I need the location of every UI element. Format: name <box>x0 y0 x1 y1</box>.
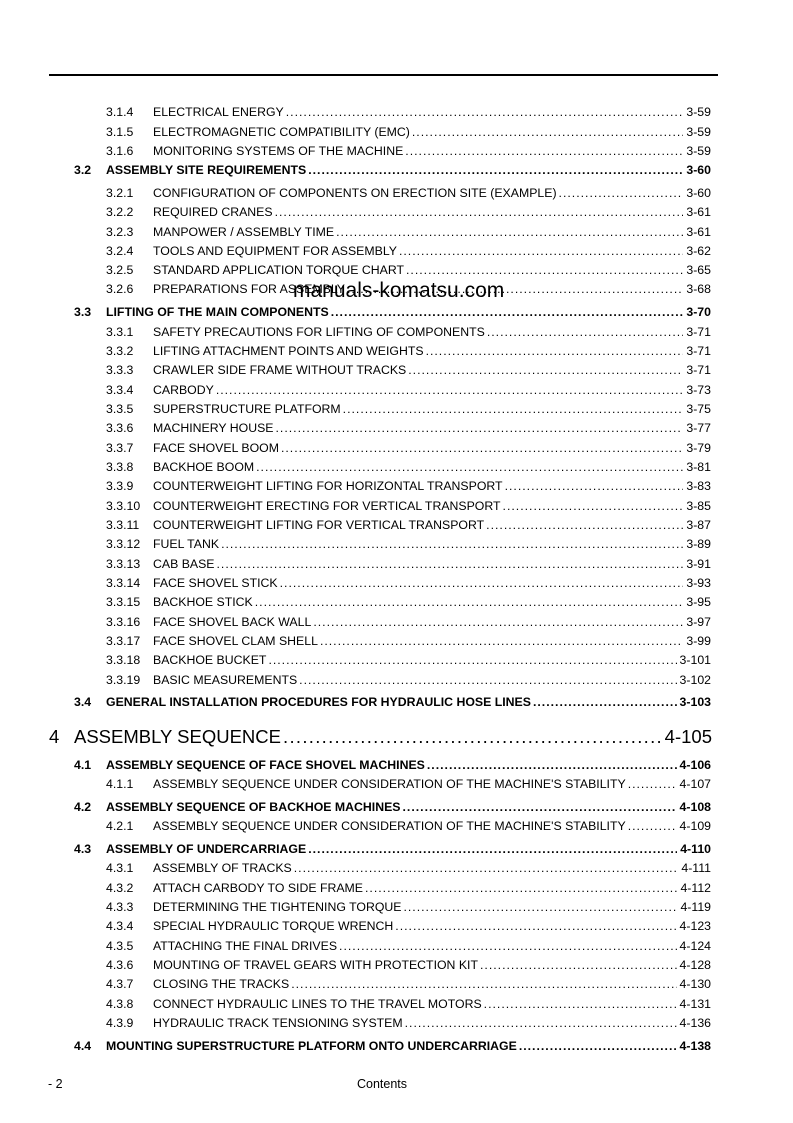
toc-dot-leader <box>395 918 676 934</box>
toc-dot-leader <box>276 420 684 436</box>
toc-dot-leader <box>291 976 676 992</box>
toc-subsection-row[interactable] <box>106 633 711 649</box>
toc-entry-number: 3.1.4 <box>106 105 134 119</box>
toc-entry-page: 4-111 <box>681 861 711 875</box>
toc-entry-line <box>153 343 711 359</box>
toc-entry-number: 3.3.4 <box>106 383 134 397</box>
toc-entry-number: 3.3.15 <box>106 595 141 609</box>
toc-dot-leader <box>505 478 684 494</box>
toc-subsection-row[interactable] <box>106 818 711 834</box>
toc-subsection-row[interactable] <box>106 204 711 220</box>
toc-entry-page: 4-107 <box>679 777 711 791</box>
footer-section-title: Contents <box>357 1077 408 1091</box>
toc-dot-leader <box>484 996 677 1012</box>
toc-entry-number: 3.2 <box>74 163 92 177</box>
toc-entry-page: 3-103 <box>679 695 711 709</box>
toc-entry-page: 3-75 <box>686 402 711 416</box>
toc-section-row[interactable] <box>74 1038 711 1054</box>
toc-entry-number: 3.2.6 <box>106 282 134 296</box>
toc-entry-title: REQUIRED CRANES <box>153 205 273 219</box>
toc-entry-line <box>153 899 711 915</box>
toc-subsection-row[interactable] <box>106 1015 711 1031</box>
toc-subsection-row[interactable] <box>106 401 711 417</box>
toc-entry-number: 3.2.4 <box>106 244 134 258</box>
toc-entry-number: 4.3.7 <box>106 977 134 991</box>
toc-entry-number: 3.3.6 <box>106 421 134 435</box>
toc-entry-page: 3-93 <box>686 576 711 590</box>
toc-entry-title: ELECTROMAGNETIC COMPATIBILITY (EMC) <box>153 125 410 139</box>
toc-dot-leader <box>533 694 677 710</box>
toc-entry-page: 4-105 <box>664 726 712 747</box>
watermark-text: manuals-komatsu.com <box>293 279 505 302</box>
toc-entry-number: 3.1.5 <box>106 125 134 139</box>
toc-entry-title: TOOLS AND EQUIPMENT FOR ASSEMBLY <box>153 244 397 258</box>
toc-entry-number: 3.3.12 <box>106 537 141 551</box>
toc-subsection-row[interactable] <box>106 243 711 259</box>
toc-entry-number: 3.2.2 <box>106 205 134 219</box>
toc-dot-leader <box>405 1015 677 1031</box>
toc-entry-title: SUPERSTRUCTURE PLATFORM <box>153 402 341 416</box>
toc-entry-page: 3-60 <box>686 186 711 200</box>
toc-dot-leader <box>628 776 677 792</box>
toc-entry-title: CLOSING THE TRACKS <box>153 977 290 991</box>
toc-dot-leader <box>628 818 677 834</box>
toc-entry-number: 4.3.8 <box>106 997 134 1011</box>
toc-dot-leader <box>405 143 683 159</box>
toc-dot-leader <box>486 517 683 533</box>
toc-entry-title: FACE SHOVEL CLAM SHELL <box>153 634 318 648</box>
toc-entry-title: BACKHOE BUCKET <box>153 653 267 667</box>
toc-entry-line <box>106 757 711 773</box>
toc-entry-line <box>106 799 711 815</box>
toc-dot-leader <box>339 938 677 954</box>
toc-entry-number: 3.3.18 <box>106 653 141 667</box>
toc-entry-line <box>153 633 711 649</box>
toc-entry-line <box>106 694 711 710</box>
toc-entry-page: 3-95 <box>686 595 711 609</box>
toc-subsection-row[interactable] <box>106 362 711 378</box>
toc-entry-number: 4.3.4 <box>106 919 134 933</box>
toc-entry-page: 3-71 <box>686 325 711 339</box>
toc-entry-title: ASSEMBLY SEQUENCE UNDER CONSIDERATION OF THE MACHINE'S STABILITY <box>153 819 626 833</box>
toc-entry-title: HYDRAULIC TRACK TENSIONING SYSTEM <box>153 1016 403 1030</box>
toc-dot-leader <box>503 498 684 514</box>
toc-dot-leader <box>426 343 684 359</box>
toc-entry-page: 4-119 <box>680 900 711 914</box>
toc-subsection-row[interactable] <box>106 880 711 896</box>
toc-entry-line <box>153 652 711 668</box>
toc-subsection-row[interactable] <box>106 918 711 934</box>
toc-entry-line <box>153 204 711 220</box>
toc-subsection-row[interactable] <box>106 517 711 533</box>
toc-subsection-row[interactable] <box>106 594 711 610</box>
toc-entry-page: 3-62 <box>686 244 711 258</box>
toc-entry-page: 4-136 <box>679 1016 711 1030</box>
toc-subsection-row[interactable] <box>106 324 711 340</box>
toc-entry-line <box>106 304 711 320</box>
toc-entry-line <box>153 818 711 834</box>
toc-entry-line <box>153 143 711 159</box>
toc-entry-page: 4-106 <box>679 758 711 772</box>
toc-entry-page: 3-81 <box>686 460 711 474</box>
toc-entry-page: 4-124 <box>679 939 711 953</box>
toc-dot-leader <box>313 614 683 630</box>
toc-dot-leader <box>286 104 684 120</box>
toc-entry-line <box>153 362 711 378</box>
toc-dot-leader <box>281 440 683 456</box>
toc-dot-leader <box>268 652 676 668</box>
toc-section-row[interactable] <box>74 757 711 773</box>
toc-entry-line <box>153 382 711 398</box>
toc-dot-leader <box>217 556 684 572</box>
toc-entry-number: 4.3.3 <box>106 900 134 914</box>
toc-entry-line <box>106 841 711 857</box>
toc-entry-page: 3-87 <box>686 518 711 532</box>
toc-entry-number: 3.2.1 <box>106 186 134 200</box>
toc-subsection-row[interactable] <box>106 224 711 240</box>
toc-subsection-row[interactable] <box>106 343 711 359</box>
toc-entry-title: CONNECT HYDRAULIC LINES TO THE TRAVEL MOTORS <box>153 997 482 1011</box>
toc-entry-title: FUEL TANK <box>153 537 220 551</box>
toc-entry-line <box>153 918 711 934</box>
toc-subsection-row[interactable] <box>106 976 711 992</box>
toc-subsection-row[interactable] <box>106 899 711 915</box>
toc-entry-line <box>153 776 711 792</box>
toc-entry-page: 3-65 <box>686 263 711 277</box>
toc-entry-number: 4.3.2 <box>106 881 134 895</box>
toc-subsection-row[interactable] <box>106 957 711 973</box>
toc-entry-line <box>153 1015 711 1031</box>
toc-subsection-row[interactable] <box>106 536 711 552</box>
toc-dot-leader <box>412 124 683 140</box>
toc-subsection-row[interactable] <box>106 652 711 668</box>
toc-dot-leader <box>280 575 684 591</box>
toc-entry-number: 3.3.13 <box>106 557 141 571</box>
toc-subsection-row[interactable] <box>106 262 711 278</box>
toc-entry-line <box>153 478 711 494</box>
toc-entry-title: COUNTERWEIGHT ERECTING FOR VERTICAL TRANSPORT <box>153 499 501 513</box>
toc-dot-leader <box>320 633 683 649</box>
toc-entry-page: 3-61 <box>686 225 711 239</box>
toc-entry-number: 3.3.1 <box>106 325 134 339</box>
toc-entry-number: 4.2 <box>74 800 92 814</box>
toc-subsection-row[interactable] <box>106 575 711 591</box>
toc-subsection-row[interactable] <box>106 104 711 120</box>
toc-entry-title: LIFTING ATTACHMENT POINTS AND WEIGHTS <box>153 344 424 358</box>
toc-subsection-row[interactable] <box>106 478 711 494</box>
toc-dot-leader <box>399 243 683 259</box>
toc-entry-number: 3.3.8 <box>106 460 134 474</box>
toc-entry-number: 3.3.19 <box>106 673 141 687</box>
toc-entry-title: MONITORING SYSTEMS OF THE MACHINE <box>153 144 404 158</box>
toc-dot-leader <box>275 204 684 220</box>
toc-entry-page: 4-131 <box>679 997 711 1011</box>
toc-entry-number: 3.3.7 <box>106 441 134 455</box>
toc-entry-line <box>153 957 711 973</box>
toc-entry-line <box>153 420 711 436</box>
toc-entry-page: 3-83 <box>686 479 711 493</box>
toc-entry-page: 4-112 <box>680 881 711 895</box>
toc-entry-line <box>153 556 711 572</box>
toc-entry-number: 4.3.9 <box>106 1016 134 1030</box>
toc-entry-title: ASSEMBLY OF UNDERCARRIAGE <box>106 842 307 856</box>
toc-dot-leader <box>256 459 683 475</box>
toc-entry-number: 4.2.1 <box>106 819 134 833</box>
toc-entry-line <box>153 614 711 630</box>
toc-section-row[interactable] <box>74 694 711 710</box>
toc-dot-leader <box>406 262 683 278</box>
toc-entry-page: 3-68 <box>686 282 711 296</box>
toc-entry-line <box>153 536 711 552</box>
toc-entry-page: 4-109 <box>679 819 711 833</box>
toc-dot-leader <box>283 725 662 749</box>
toc-subsection-row[interactable] <box>106 860 711 876</box>
toc-subsection-row[interactable] <box>106 440 711 456</box>
toc-entry-number: 3.2.5 <box>106 263 134 277</box>
toc-dot-leader <box>221 536 683 552</box>
toc-entry-number: 3.3.2 <box>106 344 134 358</box>
toc-entry-number: 3.3.11 <box>106 518 140 532</box>
toc-dot-leader <box>299 672 676 688</box>
toc-entry-title: BACKHOE STICK <box>153 595 253 609</box>
toc-entry-page: 3-59 <box>686 125 711 139</box>
toc-entry-line <box>153 860 711 876</box>
toc-entry-title: MACHINERY HOUSE <box>153 421 274 435</box>
toc-entry-number: 4.3.6 <box>106 958 134 972</box>
toc-entry-title: BASIC MEASUREMENTS <box>153 673 298 687</box>
toc-entry-line <box>153 262 711 278</box>
toc-entry-line <box>106 1038 711 1054</box>
toc-entry-line <box>106 162 711 178</box>
toc-subsection-row[interactable] <box>106 185 711 201</box>
toc-entry-page: 3-70 <box>686 305 711 319</box>
toc-entry-page: 4-108 <box>679 800 711 814</box>
toc-entry-number: 3.3.3 <box>106 363 134 377</box>
toc-entry-page: 3-61 <box>686 205 711 219</box>
toc-entry-line <box>153 938 711 954</box>
toc-dot-leader <box>480 957 677 973</box>
toc-entry-line <box>153 672 711 688</box>
toc-dot-leader <box>308 841 677 857</box>
toc-entry-page: 3-99 <box>686 634 711 648</box>
toc-dot-leader <box>365 880 677 896</box>
toc-entry-title: ASSEMBLY SEQUENCE <box>74 726 281 747</box>
toc-entry-number: 3.3.9 <box>106 479 134 493</box>
toc-entry-page: 3-59 <box>686 105 711 119</box>
toc-dot-leader <box>403 899 677 915</box>
toc-entry-page: 3-85 <box>686 499 711 513</box>
toc-entry-line <box>153 243 711 259</box>
toc-dot-leader <box>402 799 676 815</box>
toc-entry-line <box>153 104 711 120</box>
toc-entry-title: CRAWLER SIDE FRAME WITHOUT TRACKS <box>153 363 407 377</box>
toc-dot-leader <box>408 362 683 378</box>
toc-subsection-row[interactable] <box>106 143 711 159</box>
toc-entry-title: FACE SHOVEL BACK WALL <box>153 615 312 629</box>
toc-entry-line <box>153 185 711 201</box>
toc-entry-title: MOUNTING OF TRAVEL GEARS WITH PROTECTION KIT <box>153 958 478 972</box>
toc-entry-line <box>153 880 711 896</box>
toc-entry-page: 3-91 <box>686 557 711 571</box>
toc-entry-title: COUNTERWEIGHT LIFTING FOR HORIZONTAL TRANSPORT <box>153 479 503 493</box>
toc-entry-page: 4-130 <box>679 977 711 991</box>
toc-entry-line <box>153 575 711 591</box>
toc-entry-number: 3.3.17 <box>106 634 141 648</box>
toc-entry-line <box>153 124 711 140</box>
toc-entry-number: 3.3.14 <box>106 576 141 590</box>
toc-dot-leader <box>519 1038 677 1054</box>
toc-subsection-row[interactable] <box>106 672 711 688</box>
toc-dot-leader <box>331 304 684 320</box>
toc-entry-number: 4.4 <box>74 1039 92 1053</box>
toc-entry-title: LIFTING OF THE MAIN COMPONENTS <box>106 305 329 319</box>
toc-entry-number: 4.1.1 <box>106 777 134 791</box>
toc-section-row[interactable] <box>74 799 711 815</box>
toc-entry-page: 4-128 <box>679 958 711 972</box>
toc-dot-leader <box>343 401 684 417</box>
toc-entry-line <box>153 996 711 1012</box>
toc-entry-title: ASSEMBLY SITE REQUIREMENTS <box>106 163 307 177</box>
toc-entry-title: ATTACH CARBODY TO SIDE FRAME <box>153 881 363 895</box>
toc-section-row[interactable] <box>74 841 711 857</box>
toc-entry-title: MOUNTING SUPERSTRUCTURE PLATFORM ONTO UNDERCARRIAGE <box>106 1039 517 1053</box>
toc-entry-line <box>153 976 711 992</box>
toc-entry-title: SAFETY PRECAUTIONS FOR LIFTING OF COMPONENTS <box>153 325 485 339</box>
toc-entry-number: 4 <box>49 726 60 747</box>
toc-dot-leader <box>487 324 684 340</box>
toc-entry-page: 3-60 <box>686 163 711 177</box>
toc-entry-title: CAB BASE <box>153 557 215 571</box>
toc-entry-number: 3.4 <box>74 695 92 709</box>
toc-entry-title: STANDARD APPLICATION TORQUE CHART <box>153 263 404 277</box>
toc-entry-page: 3-79 <box>686 441 711 455</box>
toc-entry-number: 4.3.1 <box>106 861 134 875</box>
footer-page-number: - 2 <box>48 1077 63 1091</box>
toc-entry-page: 3-101 <box>679 653 711 667</box>
toc-entry-number: 4.3.5 <box>106 939 134 953</box>
toc-entry-title: MANPOWER / ASSEMBLY TIME <box>153 225 335 239</box>
toc-subsection-row[interactable] <box>106 459 711 475</box>
toc-dot-leader <box>294 860 679 876</box>
toc-entry-page: 4-123 <box>679 919 711 933</box>
toc-entry-title: COUNTERWEIGHT LIFTING FOR VERTICAL TRANSPORT <box>153 518 485 532</box>
toc-entry-number: 3.3.5 <box>106 402 134 416</box>
toc-subsection-row[interactable] <box>106 382 711 398</box>
toc-entry-page: 3-71 <box>686 344 711 358</box>
toc-entry-line <box>153 459 711 475</box>
toc-entry-number: 3.3.16 <box>106 615 141 629</box>
toc-entry-line <box>153 517 711 533</box>
toc-entry-title: ASSEMBLY OF TRACKS <box>153 861 292 875</box>
toc-entry-title: PREPARATIONS FOR ASSEMBLY <box>153 282 346 296</box>
toc-entry-line <box>153 498 711 514</box>
toc-entry-number: 3.2.3 <box>106 225 134 239</box>
toc-entry-title: CARBODY <box>153 383 214 397</box>
toc-entry-title: ATTACHING THE FINAL DRIVES <box>153 939 338 953</box>
toc-subsection-row[interactable] <box>106 996 711 1012</box>
toc-entry-page: 3-77 <box>686 421 711 435</box>
toc-entry-page: 3-73 <box>686 383 711 397</box>
toc-entry-title: SPECIAL HYDRAULIC TORQUE WRENCH <box>153 919 394 933</box>
toc-subsection-row[interactable] <box>106 776 711 792</box>
toc-subsection-row[interactable] <box>106 124 711 140</box>
toc-entry-line <box>153 594 711 610</box>
toc-entry-title: ASSEMBLY SEQUENCE UNDER CONSIDERATION OF THE MACHINE'S STABILITY <box>153 777 626 791</box>
toc-subsection-row[interactable] <box>106 420 711 436</box>
toc-entry-page: 3-97 <box>686 615 711 629</box>
toc-entry-line <box>153 224 711 240</box>
toc-section-row[interactable] <box>74 304 711 320</box>
header-rule <box>49 74 718 76</box>
toc-dot-leader <box>427 757 677 773</box>
toc-entry-page: 4-138 <box>679 1039 711 1053</box>
toc-dot-leader <box>255 594 684 610</box>
toc-entry-page: 3-89 <box>686 537 711 551</box>
toc-entry-title: FACE SHOVEL BOOM <box>153 441 279 455</box>
toc-entry-line <box>153 401 711 417</box>
toc-entry-title: GENERAL INSTALLATION PROCEDURES FOR HYDRAULIC HOSE LINES <box>106 695 531 709</box>
toc-entry-page: 3-59 <box>686 144 711 158</box>
toc-entry-number: 3.1.6 <box>106 144 134 158</box>
toc-entry-title: ELECTRICAL ENERGY <box>153 105 284 119</box>
toc-entry-title: ASSEMBLY SEQUENCE OF BACKHOE MACHINES <box>106 800 401 814</box>
toc-entry-number: 3.3 <box>74 305 92 319</box>
toc-entry-title: FACE SHOVEL STICK <box>153 576 278 590</box>
toc-entry-page: 4-110 <box>680 842 711 856</box>
toc-entry-number: 4.1 <box>74 758 92 772</box>
toc-entry-line <box>153 440 711 456</box>
toc-subsection-row[interactable] <box>106 556 711 572</box>
toc-section-row[interactable] <box>74 162 711 178</box>
toc-entry-line <box>153 324 711 340</box>
toc-subsection-row[interactable] <box>106 498 711 514</box>
toc-subsection-row[interactable] <box>106 614 711 630</box>
toc-dot-leader <box>336 224 683 240</box>
toc-entry-title: CONFIGURATION OF COMPONENTS ON ERECTION SITE (EXAMPLE) <box>153 186 557 200</box>
toc-entry-line <box>74 725 712 749</box>
toc-dot-leader <box>216 382 684 398</box>
toc-entry-number: 4.3 <box>74 842 92 856</box>
toc-entry-title: BACKHOE BOOM <box>153 460 255 474</box>
toc-entry-number: 3.3.10 <box>106 499 141 513</box>
toc-dot-leader <box>308 162 683 178</box>
toc-entry-title: DETERMINING THE TIGHTENING TORQUE <box>153 900 402 914</box>
toc-entry-page: 3-102 <box>679 673 711 687</box>
toc-entry-title: ASSEMBLY SEQUENCE OF FACE SHOVEL MACHINES <box>106 758 425 772</box>
toc-dot-leader <box>559 185 684 201</box>
toc-subsection-row[interactable] <box>106 938 711 954</box>
toc-entry-page: 3-71 <box>686 363 711 377</box>
toc-chapter-row[interactable] <box>49 725 712 749</box>
